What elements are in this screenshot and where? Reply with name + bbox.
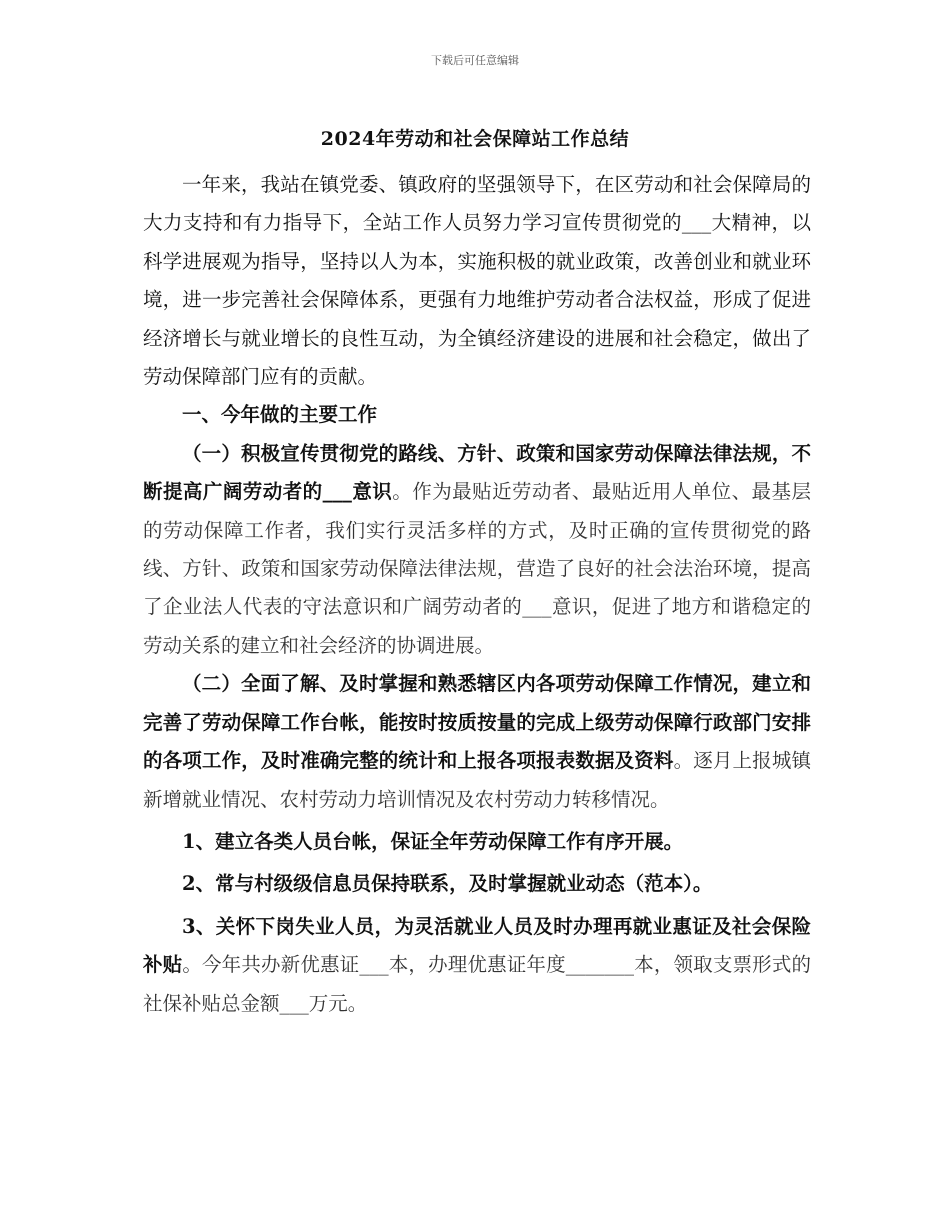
section-heading: 一、今年做的主要工作 xyxy=(182,403,378,427)
item-1-heading: （一）积极宣传贯彻党的路线、方针、政策和国家劳动保障法律法规，不断提高广阔劳动者的___意识 xyxy=(143,441,811,504)
item-1-text: 。作为最贴近劳动者、最贴近用人单位、最基层的劳动保障工作者，我们实行灵活多样的方式，及时正确的宣传贯彻党的路线、方针、政策和国家劳动保障法律法规，营造了良好的社会法治环境，提高了企业法人代表的守法意识和广阔劳动者的___意识，促进了地方和谐稳定的劳动关系的建立和社会经济的协调进展。 xyxy=(143,480,811,657)
sub-item-3-text: 。今年共办新优惠证___本，办理优惠证年度_______本，领取支票形式的社保补贴总金额___万元。 xyxy=(143,953,811,1015)
item-1-paragraph xyxy=(143,435,811,665)
sub-item-2: 2、常与村级级信息员保持联系，及时掌握就业动态（范本）。 xyxy=(182,872,713,896)
document-title: 2024年劳动和社会保障站工作总结 xyxy=(320,128,630,150)
item-2-heading: （二）全面了解、及时掌握和熟悉辖区内各项劳动保障工作情况，建立和完善了劳动保障工作台帐，能按时按质按量的完成上级劳动保障行政部门安排的各项工作，及时准确完整的统计和上报各项报表数据及资料 xyxy=(143,672,811,773)
item-2-paragraph xyxy=(143,665,811,819)
sub-item-3-heading: 3、关怀下岗失业人员，为灵活就业人员及时办理再就业惠证及社会保险补贴 xyxy=(143,914,811,977)
sub-item-1: 1、建立各类人员台帐，保证全年劳动保障工作有序开展。 xyxy=(182,829,684,853)
item-2-text: 。逐月上报城镇新增就业情况、农村劳动力培训情况及农村劳动力转移情况。 xyxy=(143,749,811,811)
sub-item-3 xyxy=(143,908,811,1023)
page-header-note: 下载后可任意编辑 xyxy=(431,54,519,67)
intro-paragraph: 一年来，我站在镇党委、镇政府的坚强领导下，在区劳动和社会保障局的大力支持和有力指导下，全站工作人员努力学习宣传贯彻党的___大精神，以科学进展观为指导，坚持以人为本，实施积极的就业政策，改善创业和就业环境，进一步完善社会保障体系，更强有力地维护劳动者合法权益，形成了促进经济增长与就业增长的良性互动，为全镇经济建设的进展和社会稳定，做出了劳动保障部门应有的贡献。 xyxy=(143,173,811,389)
document-body xyxy=(143,166,811,1023)
